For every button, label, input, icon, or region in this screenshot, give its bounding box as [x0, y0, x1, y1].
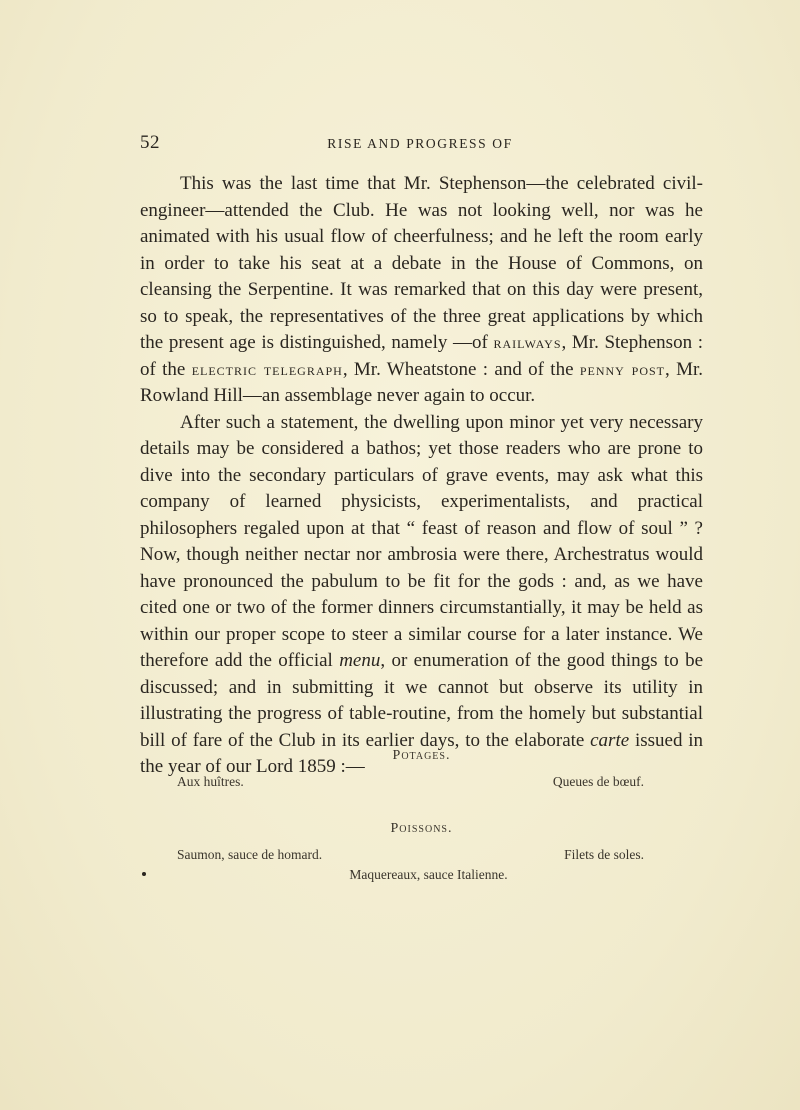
- p1-text-2: , Mr. Stephenson : of the: [140, 332, 703, 380]
- menu-row-poissons: [140, 847, 703, 867]
- menu-item-maquereaux: Maquereaux, sauce Italienne.: [349, 867, 508, 882]
- paragraph-2: [140, 410, 703, 781]
- p1-smallcaps-telegraph: electric telegraph: [191, 359, 343, 379]
- p1-smallcaps-railways: railways: [493, 333, 562, 352]
- menu-item-filets-de-soles: Filets de soles.: [564, 847, 644, 862]
- menu-item-saumon: Saumon, sauce de homard.: [177, 847, 323, 862]
- page-header: [140, 132, 700, 156]
- p2-italic-carte: carte: [590, 729, 630, 751]
- p2-text-2: , or enumeration of the good things to be discussed; and in submitting it we cannot but observe its utility in illustrating the progress of table-routine, from the homely but substantial bill of fare of the Club in its earlier days, to the elaborate: [140, 650, 704, 751]
- menu-row-potages: [140, 774, 703, 794]
- body-text: [140, 171, 703, 781]
- ink-spot: [142, 872, 146, 876]
- p2-text-3: issued in the year of our Lord 1859 :—: [140, 729, 703, 777]
- p2-italic-menu: menu: [339, 650, 381, 671]
- menu-heading-poissons: Poissons.: [390, 821, 453, 836]
- menu-heading-potages: Potages.: [392, 748, 451, 763]
- p1-smallcaps-penny-post: penny post: [579, 359, 666, 379]
- paragraph-1: [140, 171, 703, 410]
- menu-item-queues-de-boeuf: Queues de bœuf.: [552, 774, 644, 789]
- p1-text-3: , Mr. Wheatstone : and of the: [342, 358, 580, 380]
- bill-of-fare: [140, 748, 703, 883]
- page-number: 52: [140, 132, 160, 153]
- p2-text-1: After such a statement, the dwelling upon minor yet very necessary details may be considered a bathos; yet those readers who are prone to dive into the secondary particulars of grave events, may ask what this company of learned physicists, experimentalists, and practical philosophers regaled upon at that “ feast of reason and flow of soul ” ? Now, though neither nectar nor ambrosia were there, Archestratus would have pronounced the pabulum to be fit for the gods : and, as we have cited one or two of the former dinners circumstantially, it may be held as within our proper scope to steer a similar course for a later instance. We therefore add the official: [140, 411, 703, 671]
- p1-text-1: This was the last time that Mr. Stephenson—the celebrated civil-engineer—attended the Club. He was not looking well, nor was he animated with his usual flow of cheerfulness; and he left the room early in order to take his seat at a debate in the House of Commons, on cleansing the Serpentine. It was remarked that on this day were present, so to speak, the representatives of the three great applications by which the present age is distinguished, namely —of: [140, 173, 703, 353]
- p1-text-4: , Mr. Rowland Hill—an assemblage never again to occur.: [140, 358, 704, 406]
- running-head: RISE AND PROGRESS OF: [327, 136, 513, 151]
- menu-item-aux-huitres: Aux huîtres.: [177, 774, 244, 789]
